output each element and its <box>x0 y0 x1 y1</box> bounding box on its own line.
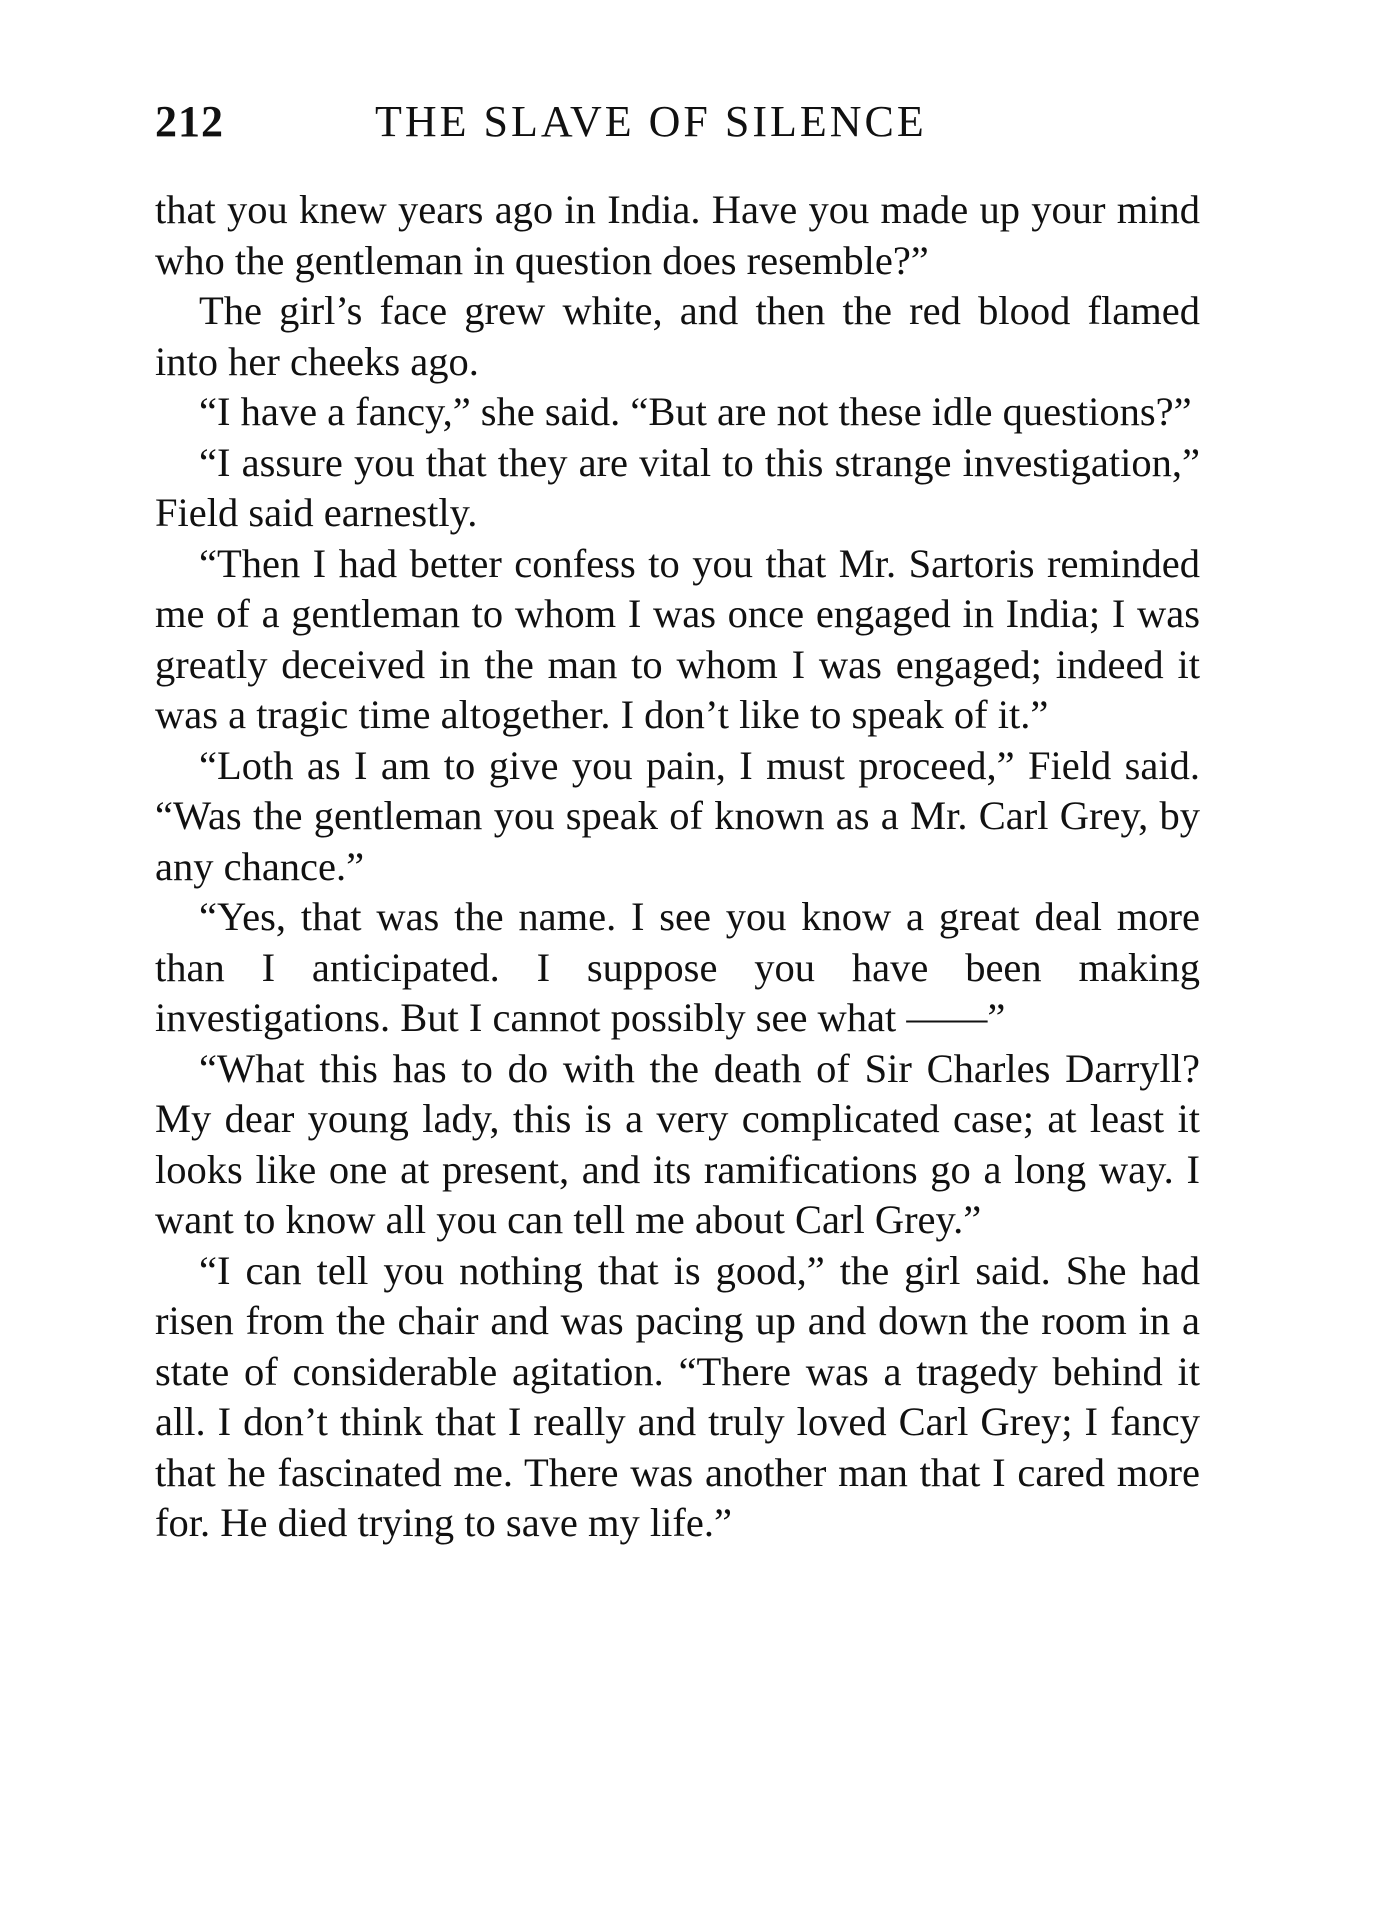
paragraph: “I can tell you nothing that is good,” the girl said. She had risen from the chair and was pacing up and down the room in a state of considerable agitation. “There was a tragedy behind it all. I don’t think that I really and truly loved Carl Grey; I fancy that he fascinated me. There was another man that I cared more for. He died trying to save my life.” <box>155 1247 1200 1545</box>
paragraph: “I assure you that they are vital to this strange investigation,” Field said earnestly. <box>155 439 1200 535</box>
paragraph: “Yes, that was the name. I see you know a great deal more than I anticipated. I suppose you have been making investigations. But I cannot possibly see what ——” <box>155 894 1200 1040</box>
paragraph: “Loth as I am to give you pain, I must proceed,” Field said. “Was the gentleman you speak of known as a Mr. Carl Grey, by any chance.” <box>155 742 1200 889</box>
page-number: 212 <box>155 97 224 146</box>
paragraph: The girl’s face grew white, and then the red blood flamed into her cheeks ago. <box>155 288 1200 384</box>
paragraph: “Then I had better confess to you that Mr. Sartoris reminded me of a gentleman to whom I was once engaged in India; I was greatly deceived in the man to whom I was engaged; indeed it was a tragic time altogether. I don’t like to speak of it.” <box>155 540 1200 737</box>
page-header <box>155 92 1195 152</box>
paragraph: that you knew years ago in India. Have you made up your mind who the gentleman in question does resemble?” <box>155 187 1200 283</box>
body-text <box>155 185 1200 1549</box>
running-title: THE SLAVE OF SILENCE <box>375 97 927 146</box>
paragraph: “I have a fancy,” she said. “But are not these idle questions?” <box>199 389 1192 434</box>
paragraph: “What this has to do with the death of Sir Charles Darryll? My dear young lady, this is a very complicated case; at least it looks like one at present, and its ramifications go a long way. I want to know all you can tell me about Carl Grey.” <box>155 1045 1200 1242</box>
